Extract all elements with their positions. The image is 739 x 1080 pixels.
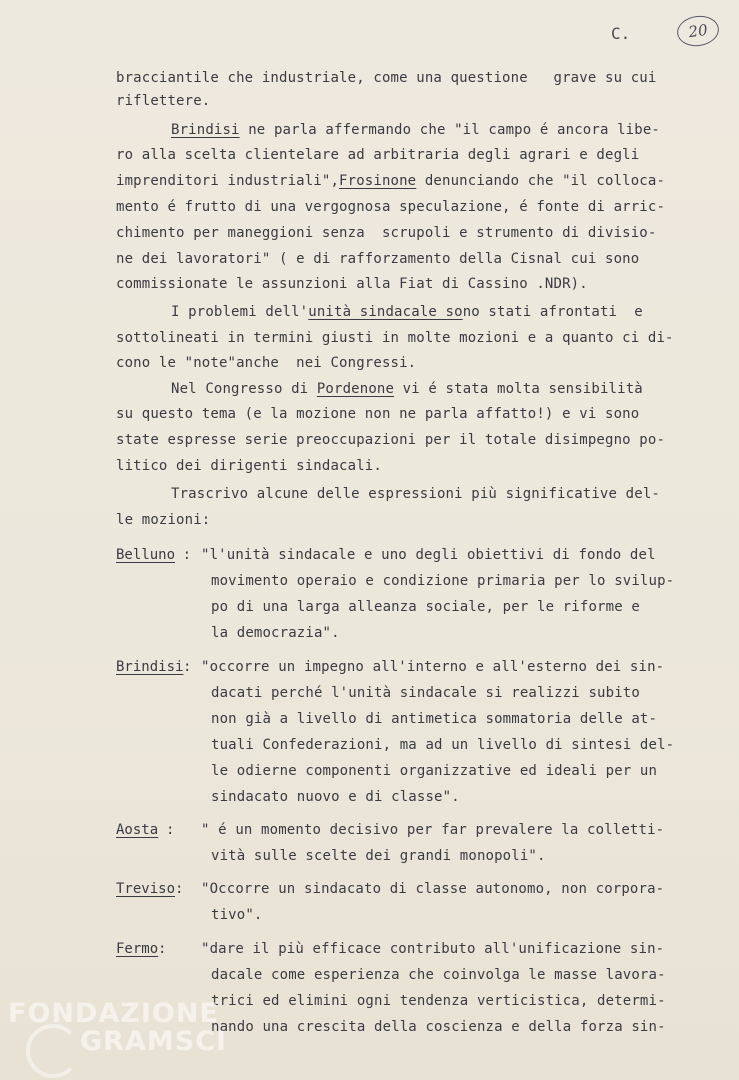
label-separator: : [158, 941, 167, 957]
quote-line: vità sulle scelte dei grandi monopoli". [211, 848, 546, 864]
text-fragment: I problemi dell' [171, 304, 309, 320]
quote-label-fermo: Fermo [116, 941, 159, 957]
label-separator: : [166, 822, 175, 838]
text-line [171, 122, 660, 138]
quote-line: "l'unità sindacale e uno degli obiettivi di fondo del [201, 547, 656, 563]
quote-line: dacale come esperienza che coinvolga le masse lavora- [211, 967, 666, 983]
text-line: chimento per maneggioni senza scrupoli e strumento di divisio- [116, 225, 657, 241]
text-line: Trascrivo alcune delle espressioni più significative del- [171, 486, 660, 502]
quote-line: le odierne componenti organizzative ed ideali per un [211, 763, 658, 779]
label-separator: : [175, 881, 184, 897]
text-line: cono le "note"anche nei Congressi. [116, 355, 417, 371]
text-line: ne dei lavoratori" ( e di rafforzamento della Cisnal cui sono [116, 251, 640, 267]
watermark-line: FONDAZIONE [8, 998, 219, 1029]
city-name-pordenone: Pordenone [316, 381, 395, 397]
quote-line: la democrazia". [211, 625, 340, 641]
quote-label-brindisi: Brindisi [116, 659, 184, 675]
quote-line: "occorre un impegno all'interno e all'esterno dei sin- [201, 659, 665, 675]
watermark-line: GRAMSCI [80, 1026, 228, 1057]
text-line: bracciantile che industriale, come una questione grave su cui [116, 70, 657, 86]
watermark [8, 1000, 227, 1056]
text-line [171, 381, 643, 397]
quote-line: "dare il più efficace contributo all'unificazione sin- [201, 941, 665, 957]
text-line: le mozioni: [116, 512, 211, 528]
text-line: commissionate le assunzioni alla Fiat di Cassino .NDR). [116, 276, 588, 292]
quote-line: trici ed elimini ogni tendenza verticistica, determi- [211, 993, 666, 1009]
quote-label-belluno: Belluno [116, 547, 176, 563]
quote-line: "Occorre un sindacato di classe autonomo, non corpora- [201, 881, 665, 897]
text-fragment: ne parla affermando che "il campo é ancora libe- [239, 122, 660, 138]
text-fragment: imprenditori industriali", [116, 173, 340, 189]
quote-line: movimento operaio e condizione primaria per lo svilup- [211, 573, 675, 589]
text-fragment: denunciando che "il colloca- [416, 173, 666, 189]
text-fragment: Nel Congresso di [171, 381, 317, 397]
quote-label-aosta: Aosta [116, 822, 159, 838]
text-line: sottolineati in termini giusti in molte mozioni e a quanto ci di- [116, 330, 674, 346]
city-name-brindisi: Brindisi [171, 122, 240, 138]
quote-line: sindacato nuovo e di classe". [211, 789, 460, 805]
text-line: state espresse serie preoccupazioni per il totale disimpegno po- [116, 432, 666, 448]
section-letter: C. [611, 24, 631, 43]
text-line [116, 173, 665, 189]
underlined-phrase: unità sindacale so [308, 304, 463, 320]
text-line: litico dei dirigenti sindacali. [116, 458, 382, 474]
text-fragment: vi é stata molta sensibilità [394, 381, 643, 397]
quote-line: tuali Confederazioni, ma ad un livello di sintesi del- [211, 737, 675, 753]
label-separator: : [174, 547, 192, 563]
city-name-frosinone: Frosinone [339, 173, 417, 189]
quote-line: " é un momento decisivo per far prevalere la colletti- [201, 822, 665, 838]
text-line [171, 304, 643, 320]
text-line: ro alla scelta clientelare ad arbitraria degli agrari e degli [116, 147, 640, 163]
quote-line: tivo". [211, 907, 263, 923]
label-separator: : [183, 659, 192, 675]
text-line: mento é frutto di una vergognosa speculazione, é fonte di arric- [116, 199, 666, 215]
quote-line: nando una crescita della coscienza e della forza sin- [211, 1019, 666, 1035]
text-line: riflettere. [116, 93, 211, 109]
quote-line: po di una larga alleanza sociale, per le riforme e [211, 599, 640, 615]
page-number-stamp: 20 [675, 13, 721, 49]
quote-label-treviso: Treviso [116, 881, 176, 897]
quote-line: non già a livello di antimetica sommatoria delle at- [211, 711, 658, 727]
text-line: su questo tema (e la mozione non ne parla affatto!) e vi sono [116, 406, 640, 422]
quote-line: dacati perché l'unità sindacale si realizzi subito [211, 685, 640, 701]
text-fragment: no stati afrontati e [462, 304, 643, 320]
